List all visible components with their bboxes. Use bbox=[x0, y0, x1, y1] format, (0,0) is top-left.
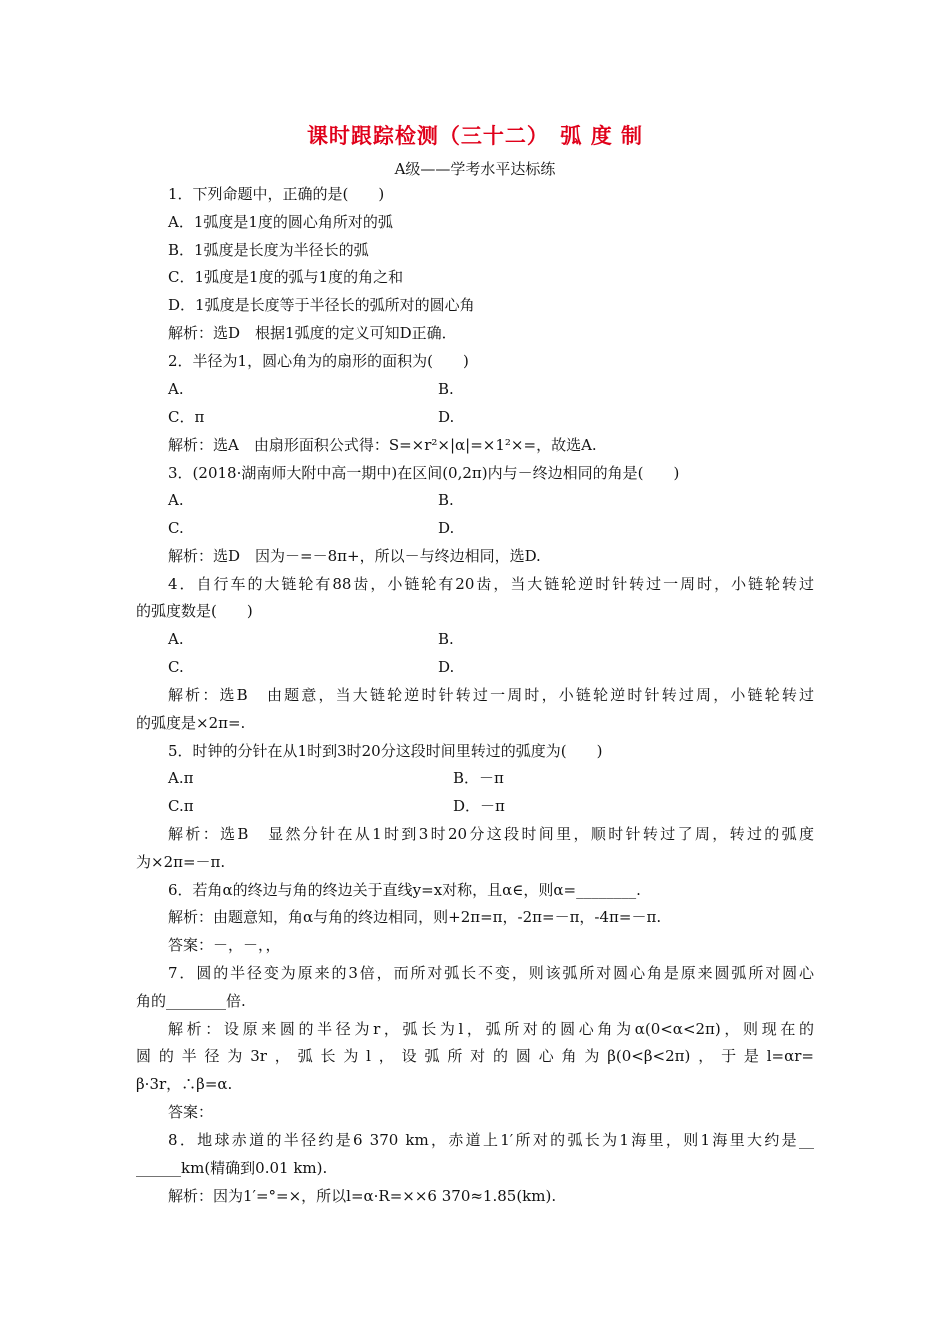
q1-option-d: D．1弧度是长度等于半径长的弧所对的圆心角 bbox=[168, 296, 475, 314]
q2-option-a: A. bbox=[168, 380, 184, 398]
q1-solution: 解析：选D 根据1弧度的定义可知D正确． bbox=[168, 324, 457, 342]
question-7-line-1: 7．圆的半径变为原来的3倍，而所对弧长不变，则该弧所对圆心角是原来圆弧所对圆心 bbox=[168, 964, 814, 982]
q5-solution-line-1: 解析：选B 显然分针在从1时到3时20分这段时间里，顺时针转过了周，转过的弧度 bbox=[168, 825, 814, 843]
section-subtitle: A级——学考水平达标练 bbox=[394, 160, 556, 178]
q5-option-a: A.π bbox=[168, 769, 194, 787]
question-5: 5．时钟的分针在从1时到3时20分这段时间里转过的弧度为( ) bbox=[168, 742, 603, 760]
q3-option-a: A. bbox=[168, 491, 184, 509]
q5-option-d: D．－π bbox=[453, 797, 505, 815]
q4-option-d: D. bbox=[438, 658, 455, 676]
q5-solution-line-2: 为×2π=－π. bbox=[136, 853, 226, 871]
q2-option-c: C．π bbox=[168, 408, 205, 426]
q7-solution-line-1: 解析：设原来圆的半径为r，弧长为l，弧所对的圆心角为α(0<α<2π)，则现在的 bbox=[168, 1020, 814, 1038]
q6-answer: 答案：－，－，， bbox=[168, 936, 281, 954]
question-2: 2．半径为1，圆心角为的扇形的面积为( ) bbox=[168, 352, 469, 370]
question-8-line-2: ______km(精确到0.01 km). bbox=[136, 1159, 328, 1177]
q4-option-a: A. bbox=[168, 630, 184, 648]
q3-option-b: B. bbox=[438, 491, 454, 509]
q4-option-c: C. bbox=[168, 658, 184, 676]
q3-option-d: D. bbox=[438, 519, 455, 537]
q2-option-d: D. bbox=[438, 408, 455, 426]
question-1: 1．下列命题中，正确的是( ) bbox=[168, 185, 385, 203]
question-4-line-2: 的弧度数是( ) bbox=[136, 602, 253, 620]
q5-option-b: B．－π bbox=[453, 769, 504, 787]
q3-option-c: C. bbox=[168, 519, 184, 537]
q4-option-b: B. bbox=[438, 630, 454, 648]
q2-solution: 解析：选A 由扇形面积公式得：S=×r²×|α|=×1²×=，故选A. bbox=[168, 436, 597, 454]
q7-answer: 答案： bbox=[168, 1103, 214, 1121]
q8-solution: 解析：因为1′=°=×，所以l=α·R=××6 370≈1.85(km). bbox=[168, 1187, 557, 1205]
q4-solution-line-1: 解析：选B 由题意，当大链轮逆时针转过一周时，小链轮逆时针转过周，小链轮转过 bbox=[168, 686, 814, 704]
question-7-line-2: 角的________倍. bbox=[136, 992, 246, 1010]
q7-solution-line-3: β·3r，∴β=α. bbox=[136, 1075, 233, 1093]
q3-solution: 解析：选D 因为－=－8π+，所以－与终边相同，选D. bbox=[168, 547, 541, 565]
q1-option-c: C．1弧度是1度的弧与1度的角之和 bbox=[168, 268, 404, 286]
question-6: 6．若角α的终边与角的终边关于直线y=x对称，且α∈，则α=________. bbox=[168, 881, 641, 899]
q1-option-b: B．1弧度是长度为半径长的弧 bbox=[168, 241, 369, 259]
q7-solution-line-2: 圆的半径为3r，弧长为l，设弧所对的圆心角为β(0<β<2π)，于是l=αr= bbox=[136, 1047, 814, 1065]
q1-option-a: A．1弧度是1度的圆心角所对的弧 bbox=[168, 213, 393, 231]
question-8-line-1: 8．地球赤道的半径约是6 370 km，赤道上1′所对的弧长为1海里，则1海里大约是__ bbox=[168, 1131, 814, 1149]
q2-option-b: B. bbox=[438, 380, 454, 398]
question-4-line-1: 4．自行车的大链轮有88齿，小链轮有20齿，当大链轮逆时针转过一周时，小链轮转过 bbox=[168, 575, 814, 593]
page-title: 课时跟踪检测（三十二） 弧 度 制 bbox=[306, 124, 644, 148]
q5-option-c: C.π bbox=[168, 797, 194, 815]
q4-solution-line-2: 的弧度是×2π=. bbox=[136, 714, 246, 732]
q6-solution: 解析：由题意知，角α与角的终边相同，则+2π=π，-2π=－π，-4π=－π. bbox=[168, 908, 662, 926]
question-3: 3．(2018·湖南师大附中高一期中)在区间(0,2π)内与－终边相同的角是( ) bbox=[168, 464, 680, 482]
